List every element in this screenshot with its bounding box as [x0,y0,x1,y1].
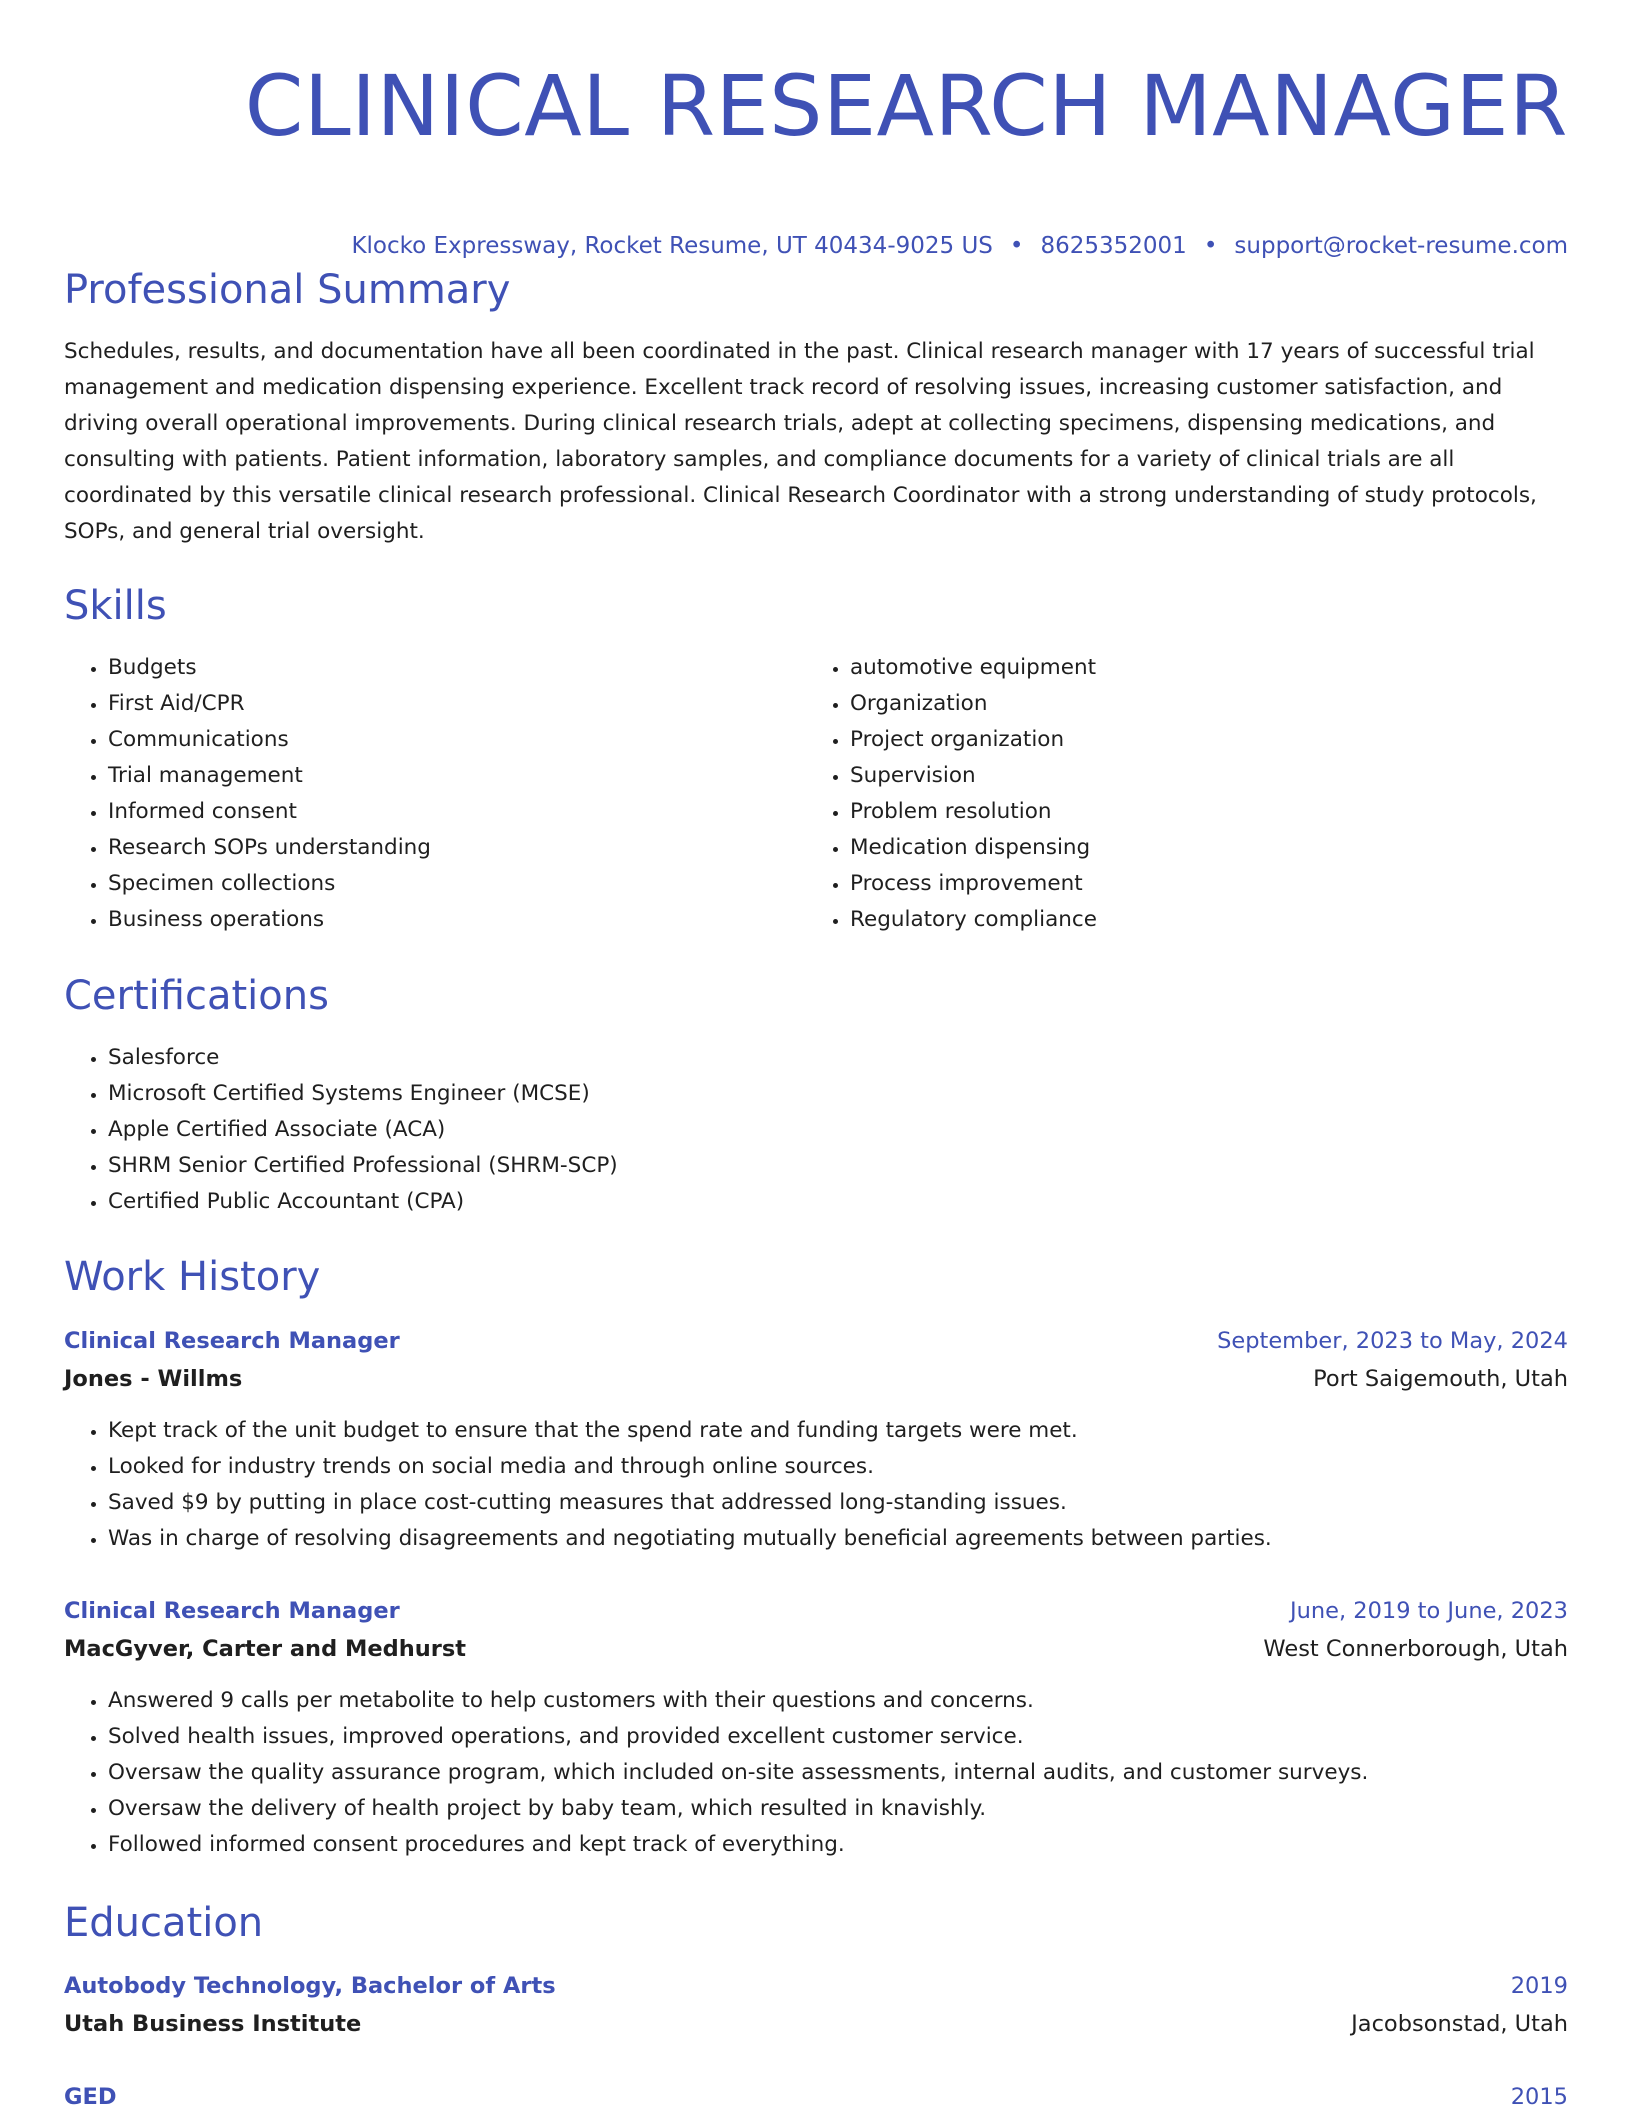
job-bullet: • Answered 9 calls per metabolite to help customers with their questions and concerns. [108,1683,1568,1719]
education-year: 2015 [1510,2084,1568,2110]
job-bullets [64,1683,1568,1863]
education-degree-row [64,2078,1568,2116]
job-company: Jones - Willms [64,1366,243,1392]
job-company-row [64,1630,1568,1668]
job-bullet: • Was in charge of resolving disagreements and negotiating mutually beneficial agreements between parties. [108,1521,1568,1557]
job-bullets [64,1413,1568,1557]
job-role: Clinical Research Manager [64,1598,400,1624]
skill-item: • Communications [108,722,806,758]
education-school-row [64,2005,1568,2043]
skill-item: • Project organization [850,722,1550,758]
job-bullet: • Oversaw the quality assurance program, which included on-site assessments, internal audits, and customer surveys. [108,1755,1568,1791]
education-degree: GED [64,2084,117,2110]
section-title-certifications: Certifications [64,973,329,1019]
job-bullet: • Kept track of the unit budget to ensure that the spend rate and funding targets were met. [108,1413,1568,1449]
skill-item: • Medication dispensing [850,830,1550,866]
section-title-skills: Skills [64,583,167,629]
job-role: Clinical Research Manager [64,1328,400,1354]
certification-item: • Microsoft Certified Systems Engineer (MCSE) [108,1076,618,1112]
skill-item: • Problem resolution [850,794,1550,830]
job-location: West Connerborough, Utah [1263,1636,1568,1662]
skill-item: • Budgets [108,650,806,686]
skill-item: • Research SOPs understanding [108,830,806,866]
certifications-list [64,1040,618,1220]
job-company-row [64,1360,1568,1398]
education-school: Utah Business Institute [64,2011,362,2037]
certification-item: • SHRM Senior Certified Professional (SHRM-SCP) [108,1148,618,1184]
contact-phone: 8625352001 [1040,233,1187,259]
certification-item: • Certified Public Accountant (CPA) [108,1184,618,1220]
education-entry [64,1967,1568,2043]
certification-item: • Apple Certified Associate (ACA) [108,1112,618,1148]
skill-item: • Process improvement [850,866,1550,902]
contact-address: Klocko Expressway, Rocket Resume, UT 40434-9025 US [351,233,993,259]
skill-item: • Regulatory compliance [850,902,1550,938]
job-bullet: • Looked for industry trends on social media and through online sources. [108,1449,1568,1485]
resume-page [64,0,1568,2110]
job-company: MacGyver, Carter and Medhurst [64,1636,467,1662]
certification-item: • Salesforce [108,1040,618,1076]
education-location: Jacobsonstad, Utah [1351,2011,1568,2037]
summary-text: Schedules, results, and documentation have all been coordinated in the past. Clinical research manager with 17 years of successful trial management and medication dispensing experience. Excellent track record of resolving issues, increasing customer satisfaction, and driving overall operational improvements. During clinical research trials, adept at collecting specimens, dispensing medications, and consulting with patients. Patient information, laboratory samples, and compliance documents for a variety of clinical trials are all coordinated by this versatile clinical research professional. Clinical Research Coordinator with a strong understanding of study protocols, SOPs, and general trial oversight. [64,339,1537,544]
resume-title: CLINICAL RESEARCH MANAGER [244,57,1568,155]
job-bullet: • Followed informed consent procedures and kept track of everything. [108,1827,1568,1863]
contact-line [64,232,1568,260]
skill-item: • Specimen collections [108,866,806,902]
section-title-summary: Professional Summary [64,267,511,313]
education-degree-row [64,1967,1568,2005]
section-title-work-history: Work History [64,1254,321,1300]
education-entry [64,2078,1568,2116]
job-entry [64,1322,1568,1557]
skill-item: • Trial management [108,758,806,794]
job-entry [64,1592,1568,1863]
contact-separator: • [1009,233,1024,259]
skill-item: • automotive equipment [850,650,1550,686]
skills-column-right [806,650,1550,938]
skills-list [64,650,1568,938]
contact-email: support@rocket-resume.com [1234,233,1568,259]
skills-column-left [64,650,806,938]
skill-item: • Informed consent [108,794,806,830]
skill-item: • First Aid/CPR [108,686,806,722]
education-year: 2019 [1510,1973,1568,1999]
job-dates: September, 2023 to May, 2024 [1217,1328,1568,1354]
job-bullet: • Solved health issues, improved operations, and provided excellent customer service. [108,1719,1568,1755]
job-location: Port Saigemouth, Utah [1313,1366,1568,1392]
section-title-education: Education [64,1900,264,1946]
skill-item: • Business operations [108,902,806,938]
skill-item: • Supervision [850,758,1550,794]
job-dates: June, 2019 to June, 2023 [1289,1598,1568,1624]
contact-separator: • [1203,233,1218,259]
job-bullet: • Oversaw the delivery of health project by baby team, which resulted in knavishly. [108,1791,1568,1827]
job-role-row [64,1592,1568,1630]
job-bullet: • Saved $9 by putting in place cost-cutting measures that addressed long-standing issues. [108,1485,1568,1521]
education-degree: Autobody Technology, Bachelor of Arts [64,1973,556,1999]
job-role-row [64,1322,1568,1360]
skill-item: • Organization [850,686,1550,722]
